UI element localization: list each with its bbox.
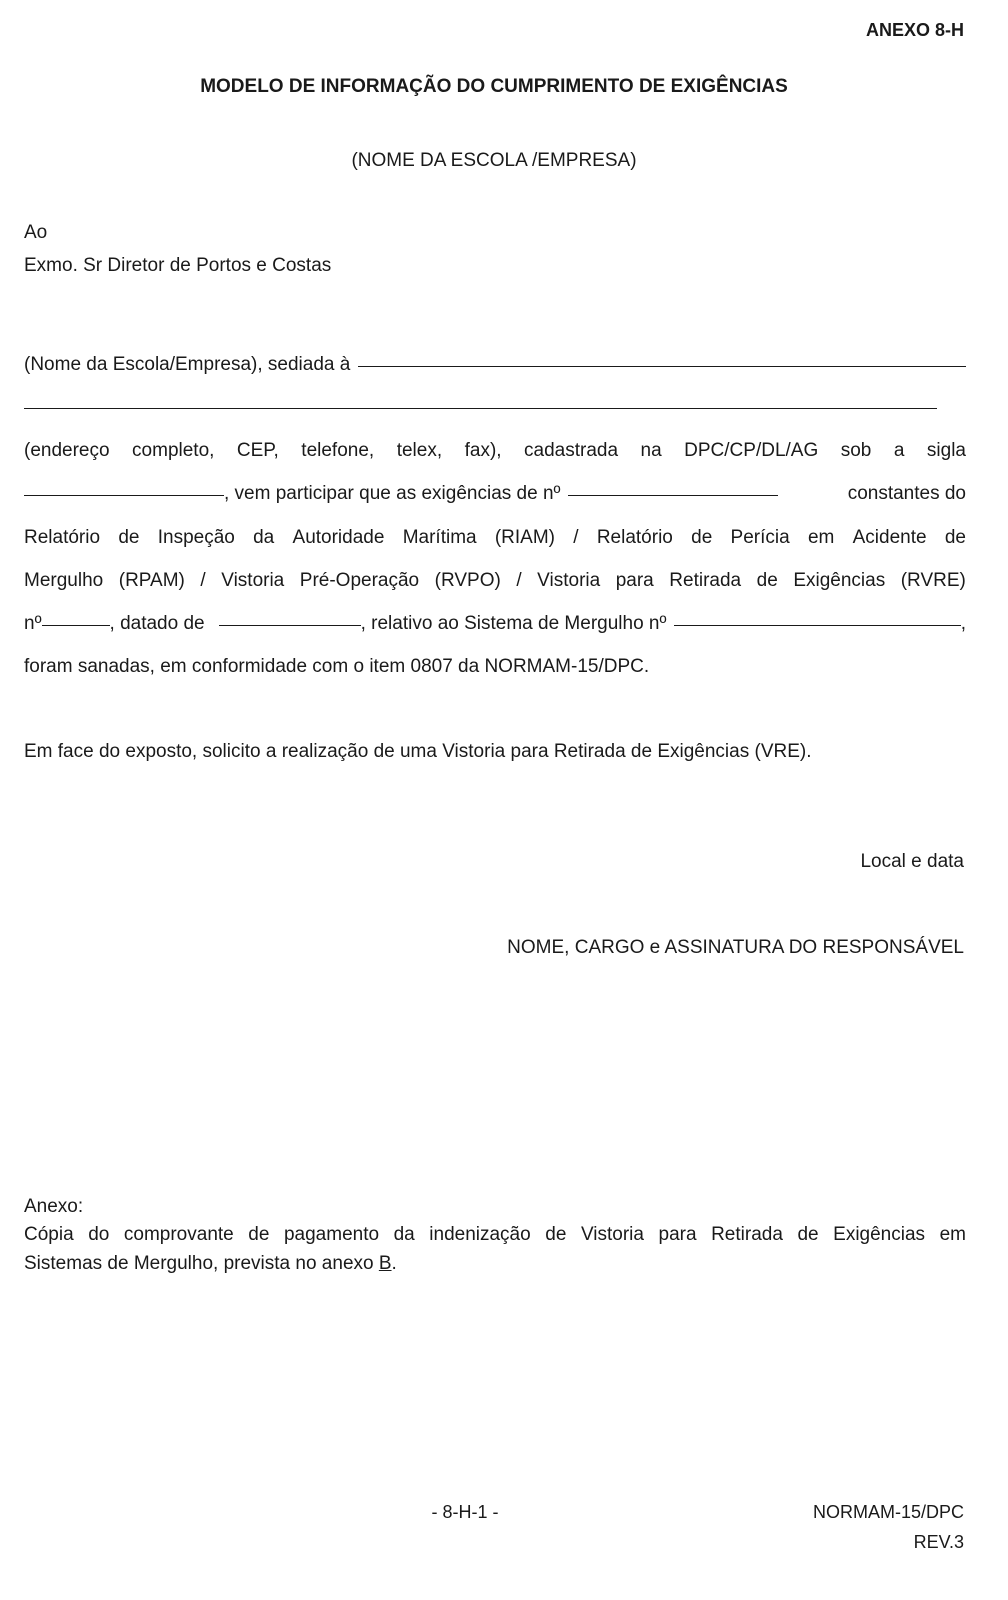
body-line-6-word: Exigências xyxy=(793,570,886,591)
school-name-placeholder: (NOME DA ESCOLA /EMPRESA) xyxy=(351,150,637,171)
body-line-5-word: Autoridade xyxy=(292,527,385,548)
number-label: nº xyxy=(24,613,42,634)
annex-line-1-word: para xyxy=(658,1224,697,1245)
body-line-3-word: fax), xyxy=(464,440,502,461)
body-line-5-word: Relatório xyxy=(24,527,101,548)
body-line-3 xyxy=(24,440,966,462)
body-line-5-word: (RIAM) xyxy=(494,527,556,548)
annex-line-1-word: da xyxy=(393,1224,415,1245)
responsible-signature: NOME, CARGO e ASSINATURA DO RESPONSÁVEL xyxy=(507,937,964,958)
annex-line-1-word: Retirada xyxy=(711,1224,783,1245)
annex-line-1 xyxy=(24,1224,966,1246)
body-line-3-word: cadastrada xyxy=(524,440,619,461)
annex-line-1-word: pagamento xyxy=(283,1224,380,1245)
annex-line-1-word: Exigências xyxy=(833,1224,926,1245)
body-line-5 xyxy=(24,527,966,549)
annex-reference: B xyxy=(378,1253,392,1274)
address-line-1 xyxy=(24,354,966,376)
dated-text: , datado de xyxy=(109,613,205,634)
body-line-6-word: / xyxy=(200,570,206,591)
school-headquartered-text: (Nome da Escola/Empresa), sediada à xyxy=(24,354,351,375)
salutation-to: Ao xyxy=(24,222,48,243)
body-line-4 xyxy=(24,483,966,505)
requirement-number-blank[interactable] xyxy=(568,494,778,496)
body-line-5-word: de xyxy=(691,527,713,548)
requirements-text: , vem participar que as exigências de nº xyxy=(224,483,561,504)
report-number-blank[interactable] xyxy=(42,624,110,626)
body-line-3-word: completo, xyxy=(132,440,215,461)
body-line-3-word: sob xyxy=(840,440,872,461)
body-line-6-word: de xyxy=(756,570,778,591)
body-line-6-word: (RPAM) xyxy=(118,570,185,591)
body-line-5-word: Acidente xyxy=(852,527,927,548)
annex-line-2-suffix: . xyxy=(391,1253,397,1274)
annex-line-1-word: do xyxy=(88,1224,110,1245)
body-line-3-word: telefone, xyxy=(301,440,375,461)
body-line-3-word: CEP, xyxy=(236,440,279,461)
body-line-5-word: Inspeção xyxy=(157,527,235,548)
body-line-6-word: (RVPO) xyxy=(434,570,501,591)
norm-reference: NORMAM-15/DPC xyxy=(812,1502,964,1522)
body-line-6-word: Vistoria xyxy=(221,570,285,591)
body-line-3-word: sigla xyxy=(926,440,966,461)
body-line-6 xyxy=(24,570,966,592)
body-line-3-word: na xyxy=(640,440,662,461)
body-line-5-word: Marítima xyxy=(402,527,477,548)
request-paragraph: Em face do exposto, solicito a realização de uma Vistoria para Retirada de Exigências (VRE). xyxy=(24,741,812,762)
annex-line-1-word: de xyxy=(545,1224,567,1245)
annex-line-2-prefix: Sistemas de Mergulho, prevista no anexo xyxy=(24,1253,379,1274)
date-blank[interactable] xyxy=(219,624,361,626)
place-and-date: Local e data xyxy=(860,851,964,872)
page-number: - 8-H-1 - xyxy=(431,1502,499,1522)
body-line-6-word: Retirada xyxy=(669,570,742,591)
body-line-5-word: de xyxy=(118,527,140,548)
annex-line-1-word: Cópia xyxy=(24,1224,74,1245)
diving-system-blank[interactable] xyxy=(674,624,960,626)
constants-text: constantes do xyxy=(847,483,966,504)
body-line-6-word: (RVRE) xyxy=(900,570,966,591)
comma-text: , xyxy=(960,613,966,634)
body-line-3-word: DPC/CP/DL/AG xyxy=(684,440,819,461)
document-title: MODELO DE INFORMAÇÃO DO CUMPRIMENTO DE EXIGÊNCIAS xyxy=(200,76,788,97)
annex-label: Anexo: xyxy=(24,1196,84,1217)
annex-id: ANEXO 8-H xyxy=(865,20,964,40)
body-line-3-word: telex, xyxy=(396,440,443,461)
body-line-6-word: para xyxy=(615,570,654,591)
body-line-6-word: Mergulho xyxy=(24,570,104,591)
revision: REV.3 xyxy=(913,1532,964,1552)
annex-line-1-word: de xyxy=(248,1224,270,1245)
body-line-3-word: a xyxy=(893,440,905,461)
address-line-2 xyxy=(24,396,946,418)
salutation-recipient: Exmo. Sr Diretor de Portos e Costas xyxy=(24,255,332,276)
body-line-5-word: Relatório xyxy=(596,527,673,548)
body-line-6-word: Vistoria xyxy=(537,570,601,591)
annex-line-1-word: de xyxy=(797,1224,819,1245)
annex-line-2 xyxy=(24,1253,397,1275)
diving-system-text: , relativo ao Sistema de Mergulho nº xyxy=(360,613,667,634)
body-line-5-word: de xyxy=(944,527,966,548)
body-line-5-word: da xyxy=(253,527,275,548)
acronym-blank[interactable] xyxy=(24,494,224,496)
body-line-5-word: / xyxy=(573,527,579,548)
annex-line-1-word: Vistoria xyxy=(580,1224,644,1245)
body-line-5-word: Perícia xyxy=(730,527,790,548)
body-line-6-word: Pré-Operação xyxy=(299,570,420,591)
body-line-5-word: em xyxy=(807,527,835,548)
address-blank[interactable] xyxy=(358,365,966,367)
body-line-6-word: / xyxy=(516,570,522,591)
body-line-3-word: (endereço xyxy=(24,440,110,461)
annex-line-1-word: comprovante xyxy=(123,1224,234,1245)
address-blank-2[interactable] xyxy=(24,407,937,409)
annex-line-1-word: indenização xyxy=(429,1224,531,1245)
body-line-8: foram sanadas, em conformidade com o item 0807 da NORMAM-15/DPC. xyxy=(24,656,650,677)
body-line-7 xyxy=(24,613,966,635)
annex-line-1-word: em xyxy=(939,1224,966,1245)
